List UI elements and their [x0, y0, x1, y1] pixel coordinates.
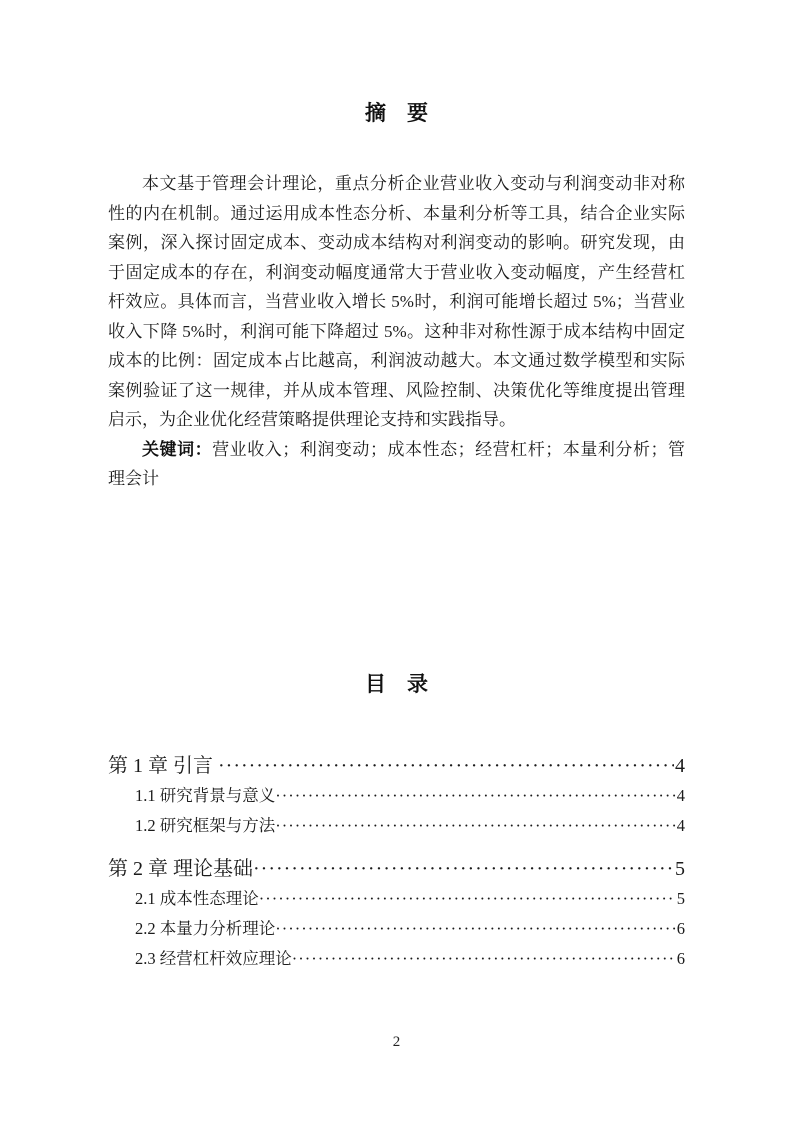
- toc-entry[interactable]: [108, 781, 685, 811]
- page-content: [0, 101, 793, 494]
- toc-entry-label: 第 1 章 引言: [108, 755, 218, 777]
- page-number: 2: [392, 1034, 401, 1050]
- page-footer: [0, 1034, 793, 1051]
- toc-entry-page: 6: [676, 949, 685, 968]
- toc-list: [108, 751, 685, 974]
- toc-entry-label: 1.1 研究背景与意义: [135, 786, 276, 805]
- toc-entry-label: 2.3 经营杠杆效应理论: [135, 949, 292, 968]
- toc-entry[interactable]: [108, 854, 685, 884]
- toc-entry-page: 4: [675, 755, 685, 777]
- toc-entry-page: 5: [676, 889, 685, 908]
- toc-dot-leader: [275, 811, 676, 841]
- toc-entry-page: 4: [676, 786, 685, 805]
- keywords-text: 营业收入；利润变动；成本性态；经营杠杆；本量利分析；管理会计: [108, 439, 686, 488]
- toc-dot-leader: [292, 944, 676, 974]
- toc-dot-leader: [275, 781, 676, 811]
- toc-entry[interactable]: [108, 884, 685, 914]
- toc-entry-page: 6: [676, 919, 685, 938]
- abstract-title: 摘 要: [365, 102, 428, 125]
- abstract-section: [108, 101, 685, 494]
- abstract-paragraph: 本文基于管理会计理论，重点分析企业营业收入变动与利润变动非对称性的内在机制。通过运用成本性态分析、本量利分析等工具，结合企业实际案例，深入探讨固定成本、变动成本结构对利润变动的影响。研究发现，由于固定成本的存在，利润变动幅度通常大于营业收入变动幅度，产生经营杠杆效应。具体而言，当营业收入增长 5%时，利润可能增长超过 5%；当营业收入下降 5%时，利润可能下降超过 5%。这种非对称性源于成本结构中固定成本的比例：固定成本占比越高，利润波动越大。本文通过数学模型和实际案例验证了这一规律，并从成本管理、风险控制、决策优化等维度提出管理启示，为企业优化经营策略提供理论支持和实践指导。: [108, 174, 685, 429]
- toc-dot-leader: [253, 854, 674, 884]
- toc-dot-leader: [218, 751, 674, 781]
- toc-entry[interactable]: [108, 914, 685, 944]
- toc-dot-leader: [259, 884, 676, 914]
- toc-dot-leader: [275, 914, 676, 944]
- toc-entry-label: 2.2 本量力分析理论: [135, 919, 276, 938]
- toc-entry-label: 第 2 章 理论基础: [108, 858, 253, 880]
- toc-title: 目 录: [365, 673, 428, 696]
- keywords-label: 关键词：: [142, 439, 213, 459]
- toc-entry[interactable]: [108, 944, 685, 974]
- toc-entry[interactable]: [108, 751, 685, 781]
- toc-entry-label: 2.1 成本性态理论: [135, 889, 259, 908]
- toc-entry-page: 4: [676, 816, 685, 835]
- toc-entry-page: 5: [675, 858, 685, 880]
- toc-entry[interactable]: [108, 811, 685, 841]
- toc-section: [108, 671, 685, 974]
- toc-entry-label: 1.2 研究框架与方法: [135, 816, 276, 835]
- keywords-line: [108, 435, 685, 494]
